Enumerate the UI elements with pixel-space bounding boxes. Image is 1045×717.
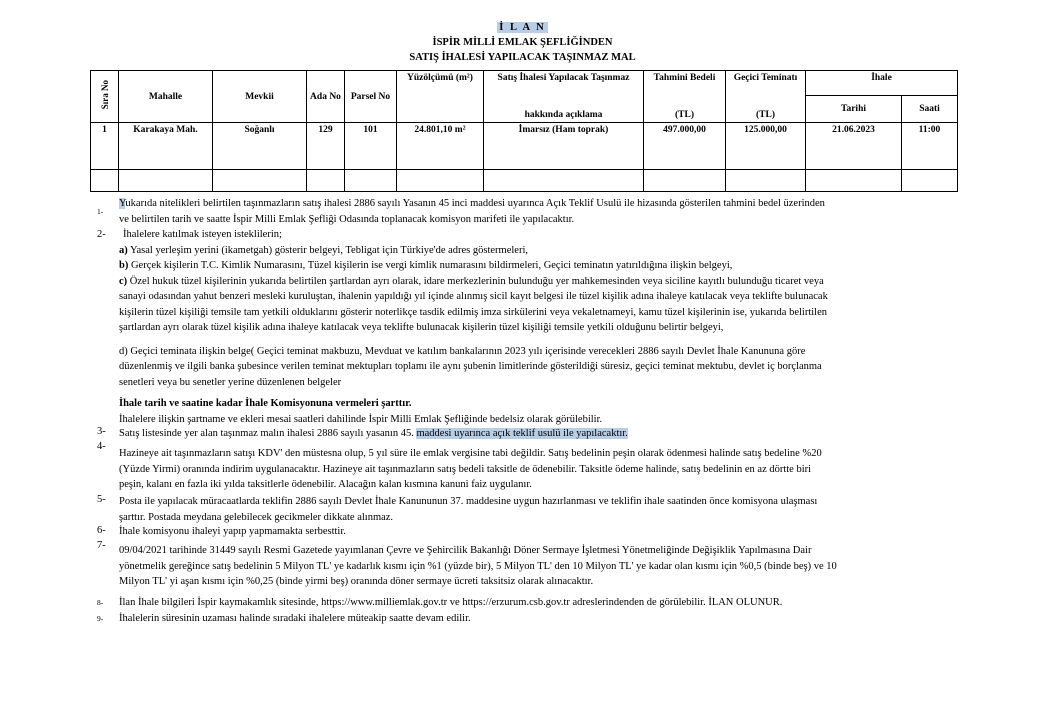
col-mevkii: Mevkii (213, 71, 307, 123)
item-number-2: 2- (97, 229, 106, 240)
item-9: İhalelerin süresinin uzaması halinde sıradaki ihalelere müteakip saatte devam edilir. (119, 613, 471, 624)
col-parsel-no: Parsel No (345, 71, 397, 123)
table-row (91, 123, 958, 170)
selected-text: Y (119, 198, 126, 209)
cell-ada-no: 129 (307, 123, 345, 170)
office-name: İSPİR MİLLİ EMLAK ŞEFLİĞİNDEN (432, 37, 613, 48)
cell-gecici: 125.000,00 (726, 123, 806, 170)
highlighted-text: maddesi uyarınca açık teklif usulü ile yapılacaktır. (416, 428, 628, 439)
item-number-7: 7- (97, 540, 106, 551)
item-number-9: 9- (97, 614, 104, 623)
aciklama-header-bottom: hakkında açıklama (524, 110, 603, 120)
cell-aciklama: İmarsız (Ham toprak) (484, 123, 644, 170)
cell-saati: 11:00 (902, 123, 958, 170)
notice-title: İ L A N (499, 22, 546, 33)
col-saati: Saati (902, 96, 958, 123)
cell-mevkii: Soğanlı (213, 123, 307, 170)
col-ihale: İhale (806, 71, 958, 96)
tahmini-header-bottom: (TL) (675, 110, 694, 120)
item-number-3: 3- (97, 426, 106, 437)
item-number-5: 5- (97, 494, 106, 505)
item-4: Hazineye ait taşınmazların satışı KDV' den müstesna olup, 5 yıl süre ile emlak vergisine tabi değildir. Satış bedelinin peşin olarak ödenmesi halinde satış bedeline %20 (Yüzde Yirmi) oranında indirim uygulanacaktır. Hazineye ait taşınmazların satış bedeli taksitle de ödenebilir. Taksitle ödeme halinde, satış bedelinin en az dörtte biri peşin, kalanı en fazla iki yılda taksitlerle ödenebilir. Alacağın kalan kısmına kanuni faiz uygulanır. (119, 448, 822, 490)
item-6: İhale komisyonu ihaleyi yapıp yapmamakta serbesttir. (119, 526, 346, 537)
cell-sira-no: 1 (91, 123, 119, 170)
item-number-4: 4- (97, 441, 106, 452)
item-number-6: 6- (97, 525, 106, 536)
col-yuzolcumu: Yüzölçümü (m²) (397, 71, 484, 123)
item-2: İhalelere katılmak isteyen isteklilerin; a) Yasal yerleşim yerini (ikametgah) gösterir belgeyi, Tebligat için Türkiye'de adres göstermeleri, b) Gerçek kişilerin T.C. Kimlik Numarasını, Tüzel kişilerin ise vergi kimlik numarasını bildirmeleri, Geçici teminatın yatırıldığına ilişkin belgeyi, c) Özel hukuk tüzel kişilerinin yukarıda belirtilen şartlardan ayrı olarak, idare merkezlerinin bulunduğu yer mahkemesinden veya siciline kayıtlı bulunduğu ticaret veya sanayi odasından yahut benzeri mesleki kuruluştan, ihalenin yapıldığı yıl içinde alınmış sicil kayıt belgesi ile tüzel kişilik adına ihaleye katılacak veya teklifte bulunacak kişilerin tüzel kişiliği temsile tam yetkili olduklarını gösterir noterlikçe tasdik edilmiş imza sirkülerini veya vekaletnameyi, kamu tüzel kişilerinin ise, yukarıda belirtilen şartlardan ayrı olarak tüzel kişilik adına ihaleye katılacak veya teklifte bulunacak kişilerin tüzel kişiliği temsile yetkili olduğunu belirtir belgeyi, d) Geçici teminata ilişkin belge( Geçici teminat makbuzu, Mevduat ve katılım bankalarının 2023 yılı içerisinde verecekleri 2886 sayılı Devlet İhale Kanununa göre düzenlenmiş ve ilgili banka şubesince verilen teminat mektupları toplamı ile aynı şubenin limitlerinde gösterildiği süresiz, geçici teminat mektubu, devlet iç borçlanma senetleri veya bu senetler yerine düzenlenen belgeler İhale tarih ve saatine kadar İhale Komisyonuna vermeleri şarttır. İhalelere ilişkin şartname ve ekleri mesai saatleri dahilinde İspir Milli Emlak Şefliğinde bedelsiz olarak görülebilir. (119, 229, 828, 425)
item-5: Posta ile yapılacak müracaatlarda teklifin 2886 sayılı Devlet İhale Kanununun 37. maddesine uygun hazırlanması ve teklifin ihale saatinden önce komisyona ulaşması şarttır. Postada meydana gelebilecek gecikmeler dikkate alınmaz. (119, 496, 818, 523)
property-table (90, 70, 958, 192)
col-aciklama (484, 71, 644, 123)
item-8: İlan İhale bilgileri İspir kaymakamlık sitesinde, https://www.milliemlak.gov.tr ve https://erzurum.csb.gov.tr adreslerindenden de görülebilir. İLAN OLUNUR. (119, 597, 783, 608)
item-number-1: 1- (97, 207, 104, 216)
col-sira-no: Sıra No (91, 71, 119, 123)
table-row-empty (91, 170, 958, 192)
tahmini-header-top: Tahmini Bedeli (653, 73, 716, 83)
cell-mahalle: Karakaya Mah. (119, 123, 213, 170)
cell-tahmini: 497.000,00 (644, 123, 726, 170)
col-ada-no: Ada No (307, 71, 345, 123)
gecici-header-top: Geçici Teminatı (733, 73, 798, 83)
aciklama-header-top: Satış İhalesi Yapılacak Taşınmaz (497, 73, 630, 83)
col-tahmini (644, 71, 726, 123)
cell-tarihi: 21.06.2023 (806, 123, 902, 170)
cell-yuzolcumu: 24.801,10 m² (397, 123, 484, 170)
item-3: Satış listesinde yer alan taşınmaz malın ihalesi 2886 sayılı yasanın 45. maddesi uyarınca açık teklif usulü ile yapılacaktır. (119, 428, 628, 439)
cell-parsel-no: 101 (345, 123, 397, 170)
gecici-header-bottom: (TL) (756, 110, 775, 120)
col-tarihi: Tarihi (806, 96, 902, 123)
item-number-8: 8- (97, 598, 104, 607)
item-7: 09/04/2021 tarihinde 31449 sayılı Resmi Gazetede yayımlanan Çevre ve Şehircilik Bakanlığı Döner Sermaye İşletmesi Yönetmeliğinde Değişiklik Yapılmasına Dair yönetmelik gereğince satış bedelinin 5 Milyon TL' ye kadarlık kısmı için %1 (yüzde bir), 5 Milyon TL' den 10 Milyon TL' ye kadar olan kısmı için %0,5 (binde beş) ve 10 Milyon TL' yi aşan kısmı için %0,25 (binde yirmi beş) oranında döner sermaye ücreti taksitsiz olarak alınacaktır. (119, 545, 837, 587)
item-1: Yukarıda nitelikleri belirtilen taşınmazların satış ihalesi 2886 sayılı Yasanın 45 inci maddesi uyarınca Açık Teklif Usulü ile hizasında gösterilen tahmini bedel üzerinden ve belirtilen tarih ve saatte İspir Milli Emlak Şefliği Odasında toplanacak komisyon marifeti ile yapılacaktır. (119, 198, 825, 225)
col-gecici (726, 71, 806, 123)
notice-subtitle: SATIŞ İHALESİ YAPILACAK TAŞINMAZ MAL (409, 52, 636, 63)
col-mahalle: Mahalle (119, 71, 213, 123)
